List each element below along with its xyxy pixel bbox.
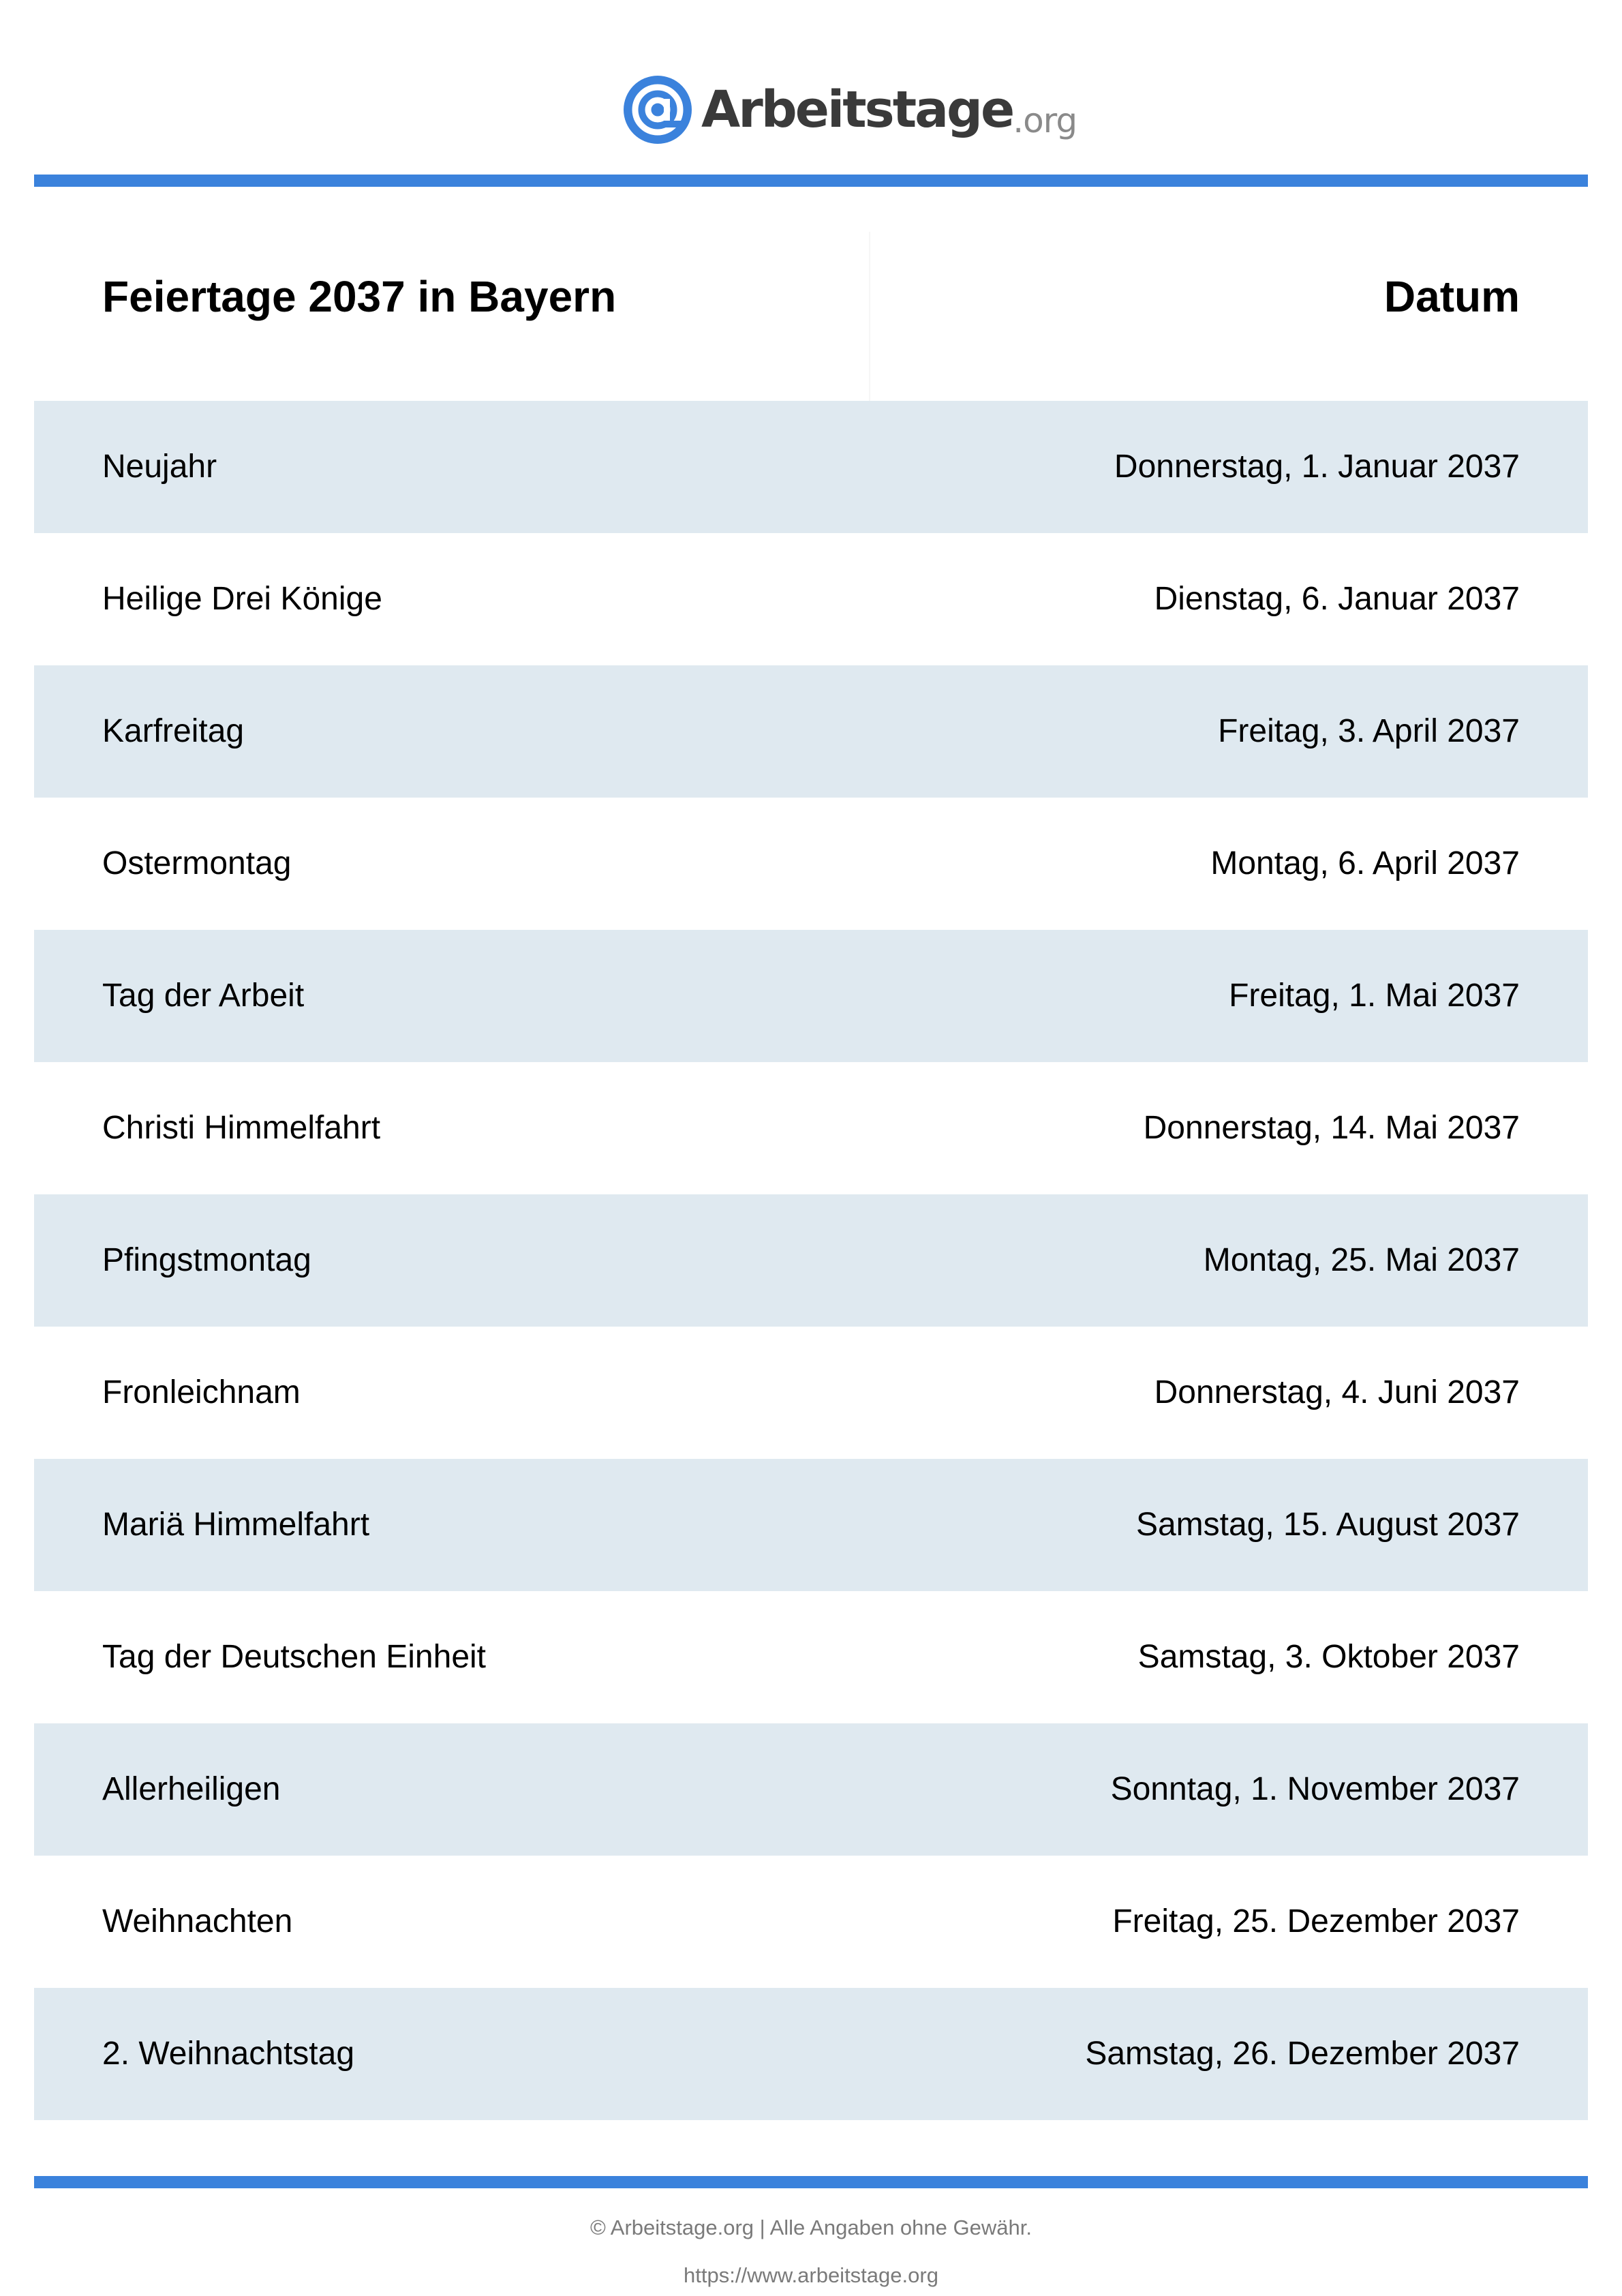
holiday-name: Christi Himmelfahrt bbox=[102, 1110, 381, 1146]
table-row bbox=[34, 1459, 1588, 1591]
table-row bbox=[34, 1062, 1588, 1194]
holiday-date: Samstag, 3. Oktober 2037 bbox=[1137, 1639, 1520, 1675]
table-row bbox=[34, 930, 1588, 1062]
header-rule bbox=[34, 175, 1588, 187]
holiday-date: Donnerstag, 1. Januar 2037 bbox=[1114, 449, 1520, 485]
header-divider bbox=[869, 232, 870, 401]
holiday-date: Donnerstag, 14. Mai 2037 bbox=[1143, 1110, 1520, 1146]
holiday-date: Montag, 6. April 2037 bbox=[1210, 845, 1520, 881]
footer-url-link[interactable]: https://www.arbeitstage.org bbox=[684, 2263, 938, 2287]
footer-rule bbox=[34, 2176, 1588, 2188]
holiday-date: Freitag, 3. April 2037 bbox=[1218, 713, 1520, 749]
holiday-name: Mariä Himmelfahrt bbox=[102, 1507, 370, 1543]
holiday-name: Fronleichnam bbox=[102, 1374, 301, 1410]
holiday-name: Ostermontag bbox=[102, 845, 292, 881]
holiday-date: Freitag, 25. Dezember 2037 bbox=[1112, 1903, 1520, 1939]
table-title: Feiertage 2037 in Bayern bbox=[102, 272, 617, 321]
holiday-date: Dienstag, 6. Januar 2037 bbox=[1154, 581, 1520, 617]
holiday-name: Allerheiligen bbox=[102, 1771, 281, 1807]
table-row bbox=[34, 1194, 1588, 1327]
logo-tld: .org bbox=[1013, 101, 1077, 140]
holiday-name: Weihnachten bbox=[102, 1903, 293, 1939]
table-row bbox=[34, 1856, 1588, 1988]
table-row bbox=[34, 401, 1588, 533]
holiday-date: Sonntag, 1. November 2037 bbox=[1110, 1771, 1520, 1807]
table-row bbox=[34, 1723, 1588, 1856]
table-row bbox=[34, 798, 1588, 930]
holiday-name: 2. Weihnachtstag bbox=[102, 2036, 355, 2072]
table-row bbox=[34, 533, 1588, 665]
table-row bbox=[34, 1327, 1588, 1459]
logo-wordmark: Arbeitstage bbox=[701, 80, 1013, 139]
holiday-name: Pfingstmontag bbox=[102, 1242, 311, 1278]
site-logo[interactable] bbox=[624, 74, 1077, 146]
holiday-table bbox=[34, 232, 1588, 2120]
table-row bbox=[34, 1591, 1588, 1723]
date-column-header: Datum bbox=[1383, 272, 1520, 321]
holiday-name: Tag der Arbeit bbox=[102, 978, 305, 1014]
footer-copyright: © Arbeitstage.org | Alle Angaben ohne Gewähr. bbox=[590, 2216, 1032, 2239]
table-header bbox=[34, 232, 1588, 401]
holiday-name: Neujahr bbox=[102, 449, 217, 485]
at-sign-icon bbox=[624, 76, 692, 144]
holiday-name: Karfreitag bbox=[102, 713, 245, 749]
holiday-date: Samstag, 15. August 2037 bbox=[1135, 1507, 1520, 1543]
page-header bbox=[0, 0, 1622, 170]
table-body bbox=[34, 401, 1588, 2120]
holiday-date: Donnerstag, 4. Juni 2037 bbox=[1154, 1374, 1520, 1410]
holiday-name: Tag der Deutschen Einheit bbox=[102, 1639, 487, 1675]
table-row bbox=[34, 1988, 1588, 2120]
holiday-date: Samstag, 26. Dezember 2037 bbox=[1085, 2036, 1520, 2072]
holiday-date: Freitag, 1. Mai 2037 bbox=[1229, 978, 1520, 1014]
holiday-date: Montag, 25. Mai 2037 bbox=[1203, 1242, 1520, 1278]
table-row bbox=[34, 665, 1588, 798]
holiday-name: Heilige Drei Könige bbox=[102, 581, 382, 617]
